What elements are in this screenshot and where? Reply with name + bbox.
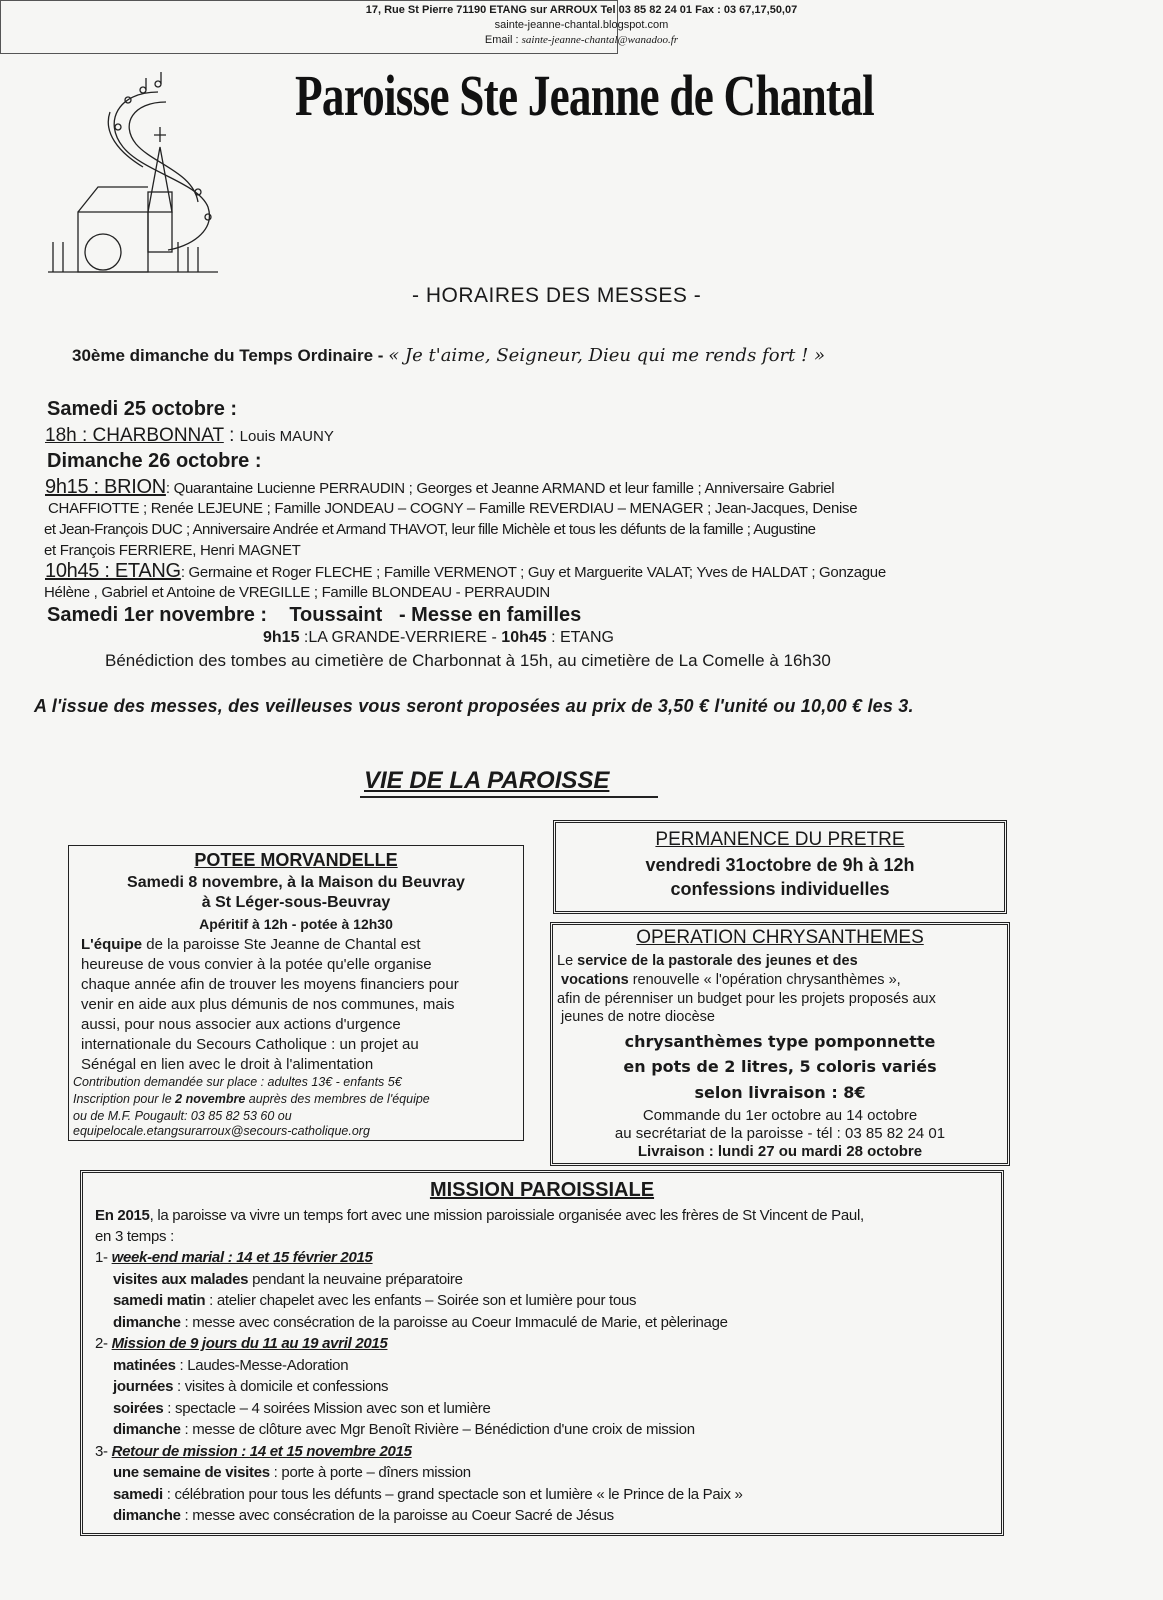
item-value: : spectacle – 4 soirées Mission avec son et lumière bbox=[163, 1399, 491, 1417]
mission-box bbox=[80, 1170, 1004, 1536]
mass-time: 9h15 bbox=[263, 629, 300, 646]
text: renouvelle « l'opération chrysanthèmes », bbox=[628, 972, 901, 988]
mass-intentions: Louis MAUNY bbox=[239, 428, 334, 445]
chrysanthemes-box bbox=[550, 922, 1010, 1166]
intentions-line: et Jean-François DUC ; Anniversaire Andrée et Armand THAVOT, leur fille Michèle et tous les défunts de la famille ; Augustine bbox=[44, 521, 816, 538]
mass-place: 18h : CHARBONNAT bbox=[45, 425, 224, 446]
horaires-heading: - HORAIRES DES MESSES - bbox=[412, 284, 702, 307]
bold-text: L'équipe bbox=[81, 936, 143, 953]
part-number: 3- bbox=[95, 1442, 112, 1460]
item-value: : messe avec consécration de la paroisse au Coeur Sacré de Jésus bbox=[180, 1507, 614, 1524]
email-line bbox=[0, 34, 1163, 46]
mission-item bbox=[113, 1507, 614, 1524]
mission-part-heading bbox=[95, 1443, 412, 1460]
mission-item bbox=[113, 1292, 636, 1309]
item-key: samedi bbox=[113, 1485, 163, 1503]
website-link[interactable]: sainte-jeanne-chantal.blogspot.com bbox=[494, 19, 669, 31]
text: Inscription pour le bbox=[73, 1092, 176, 1106]
mass-place: 10h45 : ETANG bbox=[45, 560, 181, 582]
permanence-title: PERMANENCE DU PRETRE bbox=[655, 829, 905, 850]
bold-text: service de la pastorale des jeunes et des bbox=[577, 953, 858, 969]
item-value: : porte à porte – dîners mission bbox=[269, 1464, 471, 1481]
mission-item bbox=[113, 1464, 471, 1481]
vie-heading: VIE DE LA PAROISSE bbox=[364, 767, 610, 794]
potee-body-line: heureuse de vous convier à la potée qu'elle organise bbox=[81, 956, 432, 973]
item-value: : messe avec consécration de la paroisse au Coeur Immaculé de Marie, et pèlerinage bbox=[180, 1313, 728, 1331]
parish-logo-church-music-icon bbox=[48, 72, 228, 277]
text: de la paroisse Ste Jeanne de Chantal est bbox=[142, 936, 421, 953]
benediction-line: Bénédiction des tombes au cimetière de Charbonnat à 15h, au cimetière de La Comelle à 16h30 bbox=[105, 651, 831, 670]
bold-text: En 2015 bbox=[95, 1207, 150, 1224]
item-key: dimanche bbox=[113, 1421, 181, 1438]
item-key: dimanche bbox=[113, 1313, 181, 1331]
email-link[interactable]: sainte-jeanne-chantal@wanadoo.fr bbox=[521, 34, 679, 46]
mass-place: 9h15 : BRION bbox=[45, 476, 166, 498]
contact-box bbox=[0, 0, 798, 54]
mission-part-heading bbox=[95, 1249, 373, 1266]
separator: : bbox=[223, 425, 240, 446]
mission-item bbox=[113, 1378, 388, 1395]
item-key: journées bbox=[113, 1378, 174, 1395]
potee-date: Samedi 8 novembre, à la Maison du Beuvray bbox=[127, 874, 465, 891]
potee-body-line: internationale du Secours Catholique : un projet au bbox=[81, 1036, 419, 1053]
mass-place: :LA GRANDE-VERRIERE - bbox=[299, 629, 502, 646]
mission-item bbox=[113, 1400, 491, 1417]
day-heading: Dimanche 26 octobre : bbox=[47, 450, 262, 472]
potee-title: POTEE MORVANDELLE bbox=[194, 850, 398, 870]
bold-text: vocations bbox=[561, 972, 629, 988]
chrysanthemes-line: afin de pérenniser un budget pour les projets proposés aux bbox=[557, 991, 936, 1007]
permanence-date: vendredi 31octobre de 9h à 12h bbox=[645, 855, 915, 875]
intentions-line: CHAFFIOTTE ; Renée LEJEUNE ; Famille JONDEAU – COGNY – Famille REVERDIAU – MENAGER ; Jean-Jacques, Denise bbox=[48, 500, 858, 517]
offer-line: en pots de 2 litres, 5 coloris variés bbox=[623, 1057, 937, 1076]
permanence-box bbox=[553, 820, 1007, 914]
heading-underline bbox=[360, 796, 658, 798]
toussaint-masses bbox=[263, 629, 614, 647]
item-key: une semaine de visites bbox=[113, 1464, 270, 1481]
intentions-line: : Quarantaine Lucienne PERRAUDIN ; Georges et Jeanne ARMAND et leur famille ; Anniversaire Gabriel bbox=[165, 480, 835, 497]
item-value: : atelier chapelet avec les enfants – Soirée son et lumière pour tous bbox=[205, 1292, 637, 1309]
text: Le bbox=[557, 953, 578, 969]
item-key: dimanche bbox=[113, 1507, 181, 1524]
day-heading: Samedi 1er novembre : bbox=[47, 604, 268, 626]
mission-item bbox=[113, 1421, 695, 1438]
mission-intro bbox=[95, 1207, 864, 1224]
mission-intro-2: en 3 temps : bbox=[95, 1228, 174, 1245]
day-heading: Samedi 25 octobre : bbox=[47, 398, 238, 420]
item-key: matinées bbox=[113, 1356, 176, 1374]
intentions-line: : Germaine et Roger FLECHE ; Famille VERMENOT ; Guy et Marguerite VALAT; Yves de HALDAT ; Gonzague bbox=[180, 564, 886, 581]
mass-charbonnat bbox=[45, 425, 334, 447]
email-label: Email : bbox=[484, 34, 519, 46]
potee-email-link[interactable]: equipelocale.etangsurarroux@secours-catholique.org bbox=[73, 1124, 370, 1138]
sunday-name: 30ème dimanche du Temps Ordinaire - bbox=[72, 346, 384, 365]
intentions-line: Hélène , Gabriel et Antoine de VREGILLE ; Famille BLONDEAU - PERRAUDIN bbox=[44, 584, 550, 601]
potee-body-line: chaque année afin de trouver les moyens financiers pour bbox=[81, 976, 459, 993]
potee-body-line bbox=[81, 936, 421, 953]
item-value: : célébration pour tous les défunts – grand spectacle son et lumière « le Prince de la Paix » bbox=[162, 1485, 743, 1503]
potee-body-line: aussi, pour nous associer aux actions d'urgence bbox=[81, 1016, 401, 1033]
item-key: soirées bbox=[113, 1399, 164, 1417]
feast-note: - Messe en familles bbox=[398, 604, 582, 626]
offer-price: selon livraison : 8€ bbox=[694, 1083, 866, 1102]
part-number: 1- bbox=[95, 1249, 112, 1266]
intentions-line: et François FERRIERE, Henri MAGNET bbox=[44, 542, 301, 559]
mission-item bbox=[113, 1314, 728, 1331]
item-value: : messe de clôture avec Mgr Benoît Rivière – Bénédiction d'une croix de mission bbox=[180, 1421, 695, 1438]
delivery-dates: Livraison : lundi 27 ou mardi 28 octobre bbox=[637, 1143, 923, 1160]
text: auprès des membres de l'équipe bbox=[245, 1092, 430, 1106]
item-value: : visites à domicile et confessions bbox=[173, 1378, 389, 1395]
part-number: 2- bbox=[95, 1335, 112, 1352]
mission-title: MISSION PAROISSIALE bbox=[429, 1179, 655, 1201]
chrysanthemes-title: OPERATION CHRYSANTHEMES bbox=[636, 927, 924, 948]
chrysanthemes-line: jeunes de notre diocèse bbox=[561, 1009, 715, 1025]
offer-line: chrysanthèmes type pomponnette bbox=[624, 1032, 936, 1051]
address-line: 17, Rue St Pierre 71190 ETANG sur ARROUX Tel 03 85 82 24 01 Fax : 03 67,17,50,07 bbox=[365, 4, 798, 16]
mass-time: 10h45 bbox=[501, 629, 547, 646]
mission-item bbox=[113, 1357, 348, 1374]
potee-times: Apéritif à 12h - potée à 12h30 bbox=[199, 916, 393, 932]
item-value: pendant la neuvaine préparatoire bbox=[248, 1270, 463, 1288]
text: , la paroisse va vivre un temps fort avec une mission paroissiale organisée avec les frères de St Vincent de Paul, bbox=[149, 1207, 864, 1224]
potee-body-line: venir en aide aux plus démunis de nos communes, mais bbox=[81, 996, 455, 1013]
chrysanthemes-line bbox=[561, 972, 901, 988]
item-value: : Laudes-Messe-Adoration bbox=[175, 1356, 349, 1374]
potee-contact: ou de M.F. Pougault: 03 85 82 53 60 ou bbox=[73, 1109, 292, 1123]
part-title: Retour de mission : 14 et 15 novembre 2015 bbox=[111, 1442, 412, 1460]
potee-inscription bbox=[73, 1092, 430, 1106]
chrysanthemes-line bbox=[557, 953, 858, 969]
permanence-note: confessions individuelles bbox=[670, 879, 890, 899]
veilleuses-notice: A l'issue des messes, des veilleuses vous seront proposées au prix de 3,50 € l'unité ou 10,00 € les 3. bbox=[34, 696, 914, 716]
potee-body-line: Sénégal en lien avec le droit à l'alimentation bbox=[81, 1056, 374, 1073]
bold-text: 2 novembre bbox=[175, 1092, 246, 1106]
order-contact: au secrétariat de la paroisse - tél : 03 85 82 24 01 bbox=[614, 1125, 946, 1142]
item-key: visites aux malades bbox=[113, 1270, 249, 1288]
potee-contribution: Contribution demandée sur place : adultes 13€ - enfants 5€ bbox=[73, 1075, 402, 1089]
order-dates: Commande du 1er octobre au 14 octobre bbox=[642, 1107, 918, 1124]
mission-item bbox=[113, 1486, 743, 1503]
sunday-line bbox=[72, 345, 825, 366]
item-key: samedi matin bbox=[113, 1292, 206, 1309]
mass-etang bbox=[45, 560, 886, 583]
part-title: Mission de 9 jours du 11 au 19 avril 2015 bbox=[111, 1335, 388, 1352]
mission-part-heading bbox=[95, 1335, 388, 1352]
potee-box bbox=[68, 845, 524, 1141]
sunday-quote: « Je t'aime, Seigneur, Dieu qui me rends fort ! » bbox=[388, 345, 826, 366]
part-title: week-end marial : 14 et 15 février 2015 bbox=[111, 1249, 373, 1266]
mass-place: : ETANG bbox=[546, 629, 614, 646]
potee-place: à St Léger-sous-Beuvray bbox=[201, 894, 391, 911]
feast-name: Toussaint bbox=[289, 604, 383, 626]
mission-item bbox=[113, 1271, 463, 1288]
parish-title: Paroisse Ste Jeanne de Chantal bbox=[295, 63, 874, 128]
mass-brion bbox=[45, 476, 834, 499]
toussaint-line bbox=[47, 604, 581, 627]
